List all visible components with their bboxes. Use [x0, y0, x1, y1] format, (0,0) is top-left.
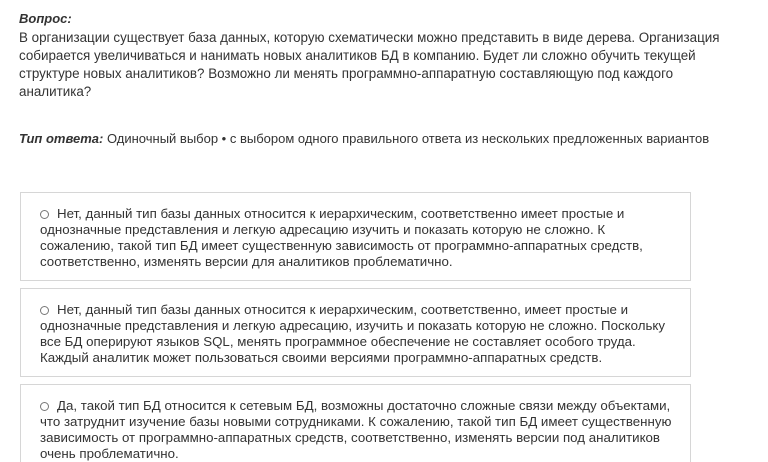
- radio-button-icon[interactable]: [40, 210, 49, 219]
- answer-type-label: Тип ответа:: [19, 131, 104, 146]
- answer-options: [20, 192, 691, 462]
- question-label: Вопрос:: [19, 11, 72, 26]
- answer-option-text: Нет, данный тип базы данных относится к иерархическим, соответственно, имеет простые и однозначные представления и легкую адресацию, изучить и показать которую не сложно. Поскольку все БД оперируют языков SQL, менять программное обеспечение не составляет особого труда. Каждый аналитик может пользоваться своими версиями программно-аппаратных средств.: [40, 302, 665, 365]
- answer-type: [19, 130, 709, 148]
- question-block: [19, 10, 749, 101]
- answer-option-3[interactable]: [20, 384, 691, 462]
- answer-option-text: Да, такой тип БД относится к сетевым БД, возможны достаточно сложные связи между объектами, что затруднит изучение базы новыми сотрудниками. К сожалению, такой тип БД имеет существенную зависимость от программно-аппаратных средств, соответственно, изменять версии под аналитиков очень проблематично.: [40, 398, 672, 461]
- answer-option-2[interactable]: [20, 288, 691, 377]
- question-text: В организации существует база данных, которую схематически можно представить в виде дерева. Организация собирается увеличиваться и нанимать новых аналитиков БД в компанию. Будет ли сложно обучить текущей структуре новых аналитиков? Возможно ли менять программно-аппаратную составляющую под каждого аналитика?: [19, 30, 720, 99]
- answer-type-value: Одиночный выбор • с выбором одного правильного ответа из нескольких предложенных вариантов: [106, 131, 710, 146]
- answer-option-text: Нет, данный тип базы данных относится к иерархическим, соответственно имеет простые и однозначные представления и легкую адресацию изучить и показать которую не сложно. К сожалению, такой тип БД имеет существенную зависимость от программно-аппаратных средств, соответственно, изменять версии для аналитиков проблематично.: [40, 206, 643, 269]
- radio-button-icon[interactable]: [40, 402, 49, 411]
- radio-button-icon[interactable]: [40, 306, 49, 315]
- answer-option-1[interactable]: [20, 192, 691, 281]
